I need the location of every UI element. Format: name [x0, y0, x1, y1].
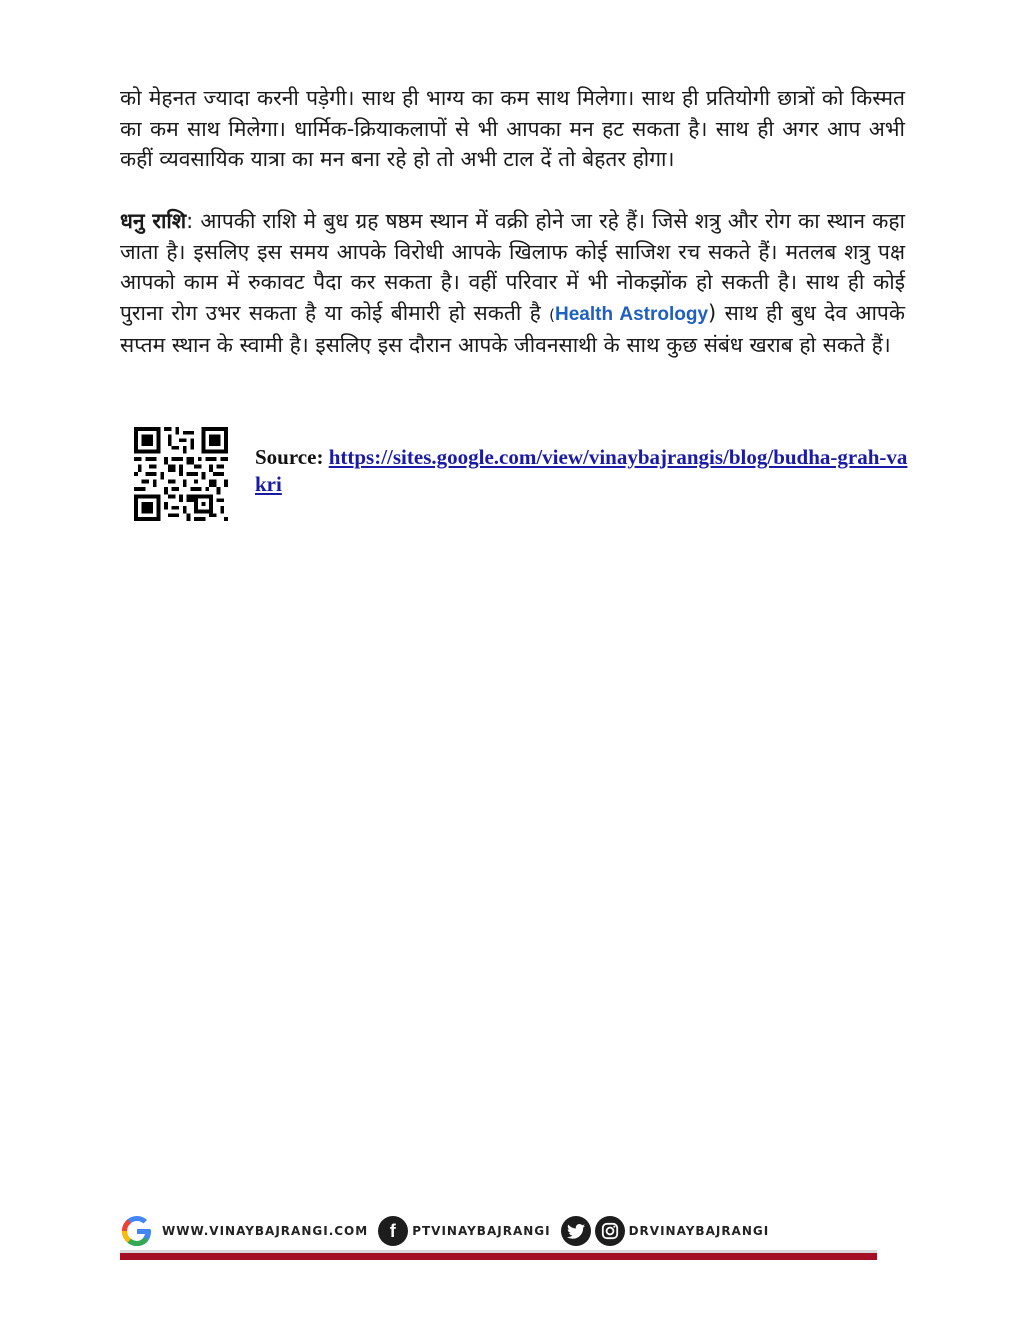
qr-code	[134, 427, 228, 521]
instagram-icon[interactable]	[595, 1216, 625, 1246]
health-astrology-link[interactable]: Health Astrology	[555, 303, 709, 325]
paragraph-dhanu-rashi	[120, 206, 905, 361]
rashi-heading: धनु राशि	[120, 209, 187, 233]
paragraph-text-continued: साथ ही बुध देव आपके सप्तम स्थान के स्वामी है। इसलिए इस दौरान आपके जीवनसाथी के साथ कुछ संबंध खराब हो सकते हैं।	[120, 300, 905, 357]
facebook-icon[interactable]: f	[378, 1216, 408, 1246]
website-text[interactable]: WWW.VINAYBAJRANGI.COM	[162, 1224, 369, 1238]
paren-close: )	[708, 300, 717, 325]
footer-bar	[120, 1250, 877, 1260]
footer-contacts	[120, 1214, 779, 1248]
twitter-icon[interactable]	[561, 1216, 591, 1246]
paragraph-text: : आपकी राशि मे बुध ग्रह षष्ठम स्थान में वक्री होने जा रहे हैं। जिसे शत्रु और रोग का स्थान कहा जाता है। इसलिए इस समय आपके विरोधी आपके खिलाफ कोई साजिश रच सकते हैं। मतलब शत्रु पक्ष आपको काम में रुकावट पैदा कर सकता है। वहीं परिवार में भी नोकझोंक हो सकती है। साथ ही कोई पुराना रोग उभर सकता है या कोई बीमारी हो सकती है	[120, 209, 905, 325]
facebook-handle[interactable]: PTVINAYBAJRANGI	[412, 1224, 551, 1238]
source-citation	[255, 444, 915, 498]
google-icon	[120, 1214, 156, 1248]
paragraph-intro: को मेहनत ज्यादा करनी पड़ेगी। साथ ही भाग्य का कम साथ मिलेगा। साथ ही प्रतियोगी छात्रों को किस्मत का कम साथ मिलेगा। धार्मिक-क्रियाकलापों से भी आपका मन हट सकता है। साथ ही अगर आप अभी कहीं व्यवसायिक यात्रा का मन बना रहे हो तो अभी टाल दें तो बेहतर होगा।	[120, 86, 905, 171]
social-handle[interactable]: DRVINAYBAJRANGI	[628, 1224, 770, 1238]
source-label: Source:	[255, 445, 324, 469]
paren-open: (	[549, 305, 556, 324]
footer	[120, 1214, 877, 1262]
source-link[interactable]: https://sites.google.com/view/vinaybajrangis/blog/budha-grah-vakri	[255, 445, 908, 496]
